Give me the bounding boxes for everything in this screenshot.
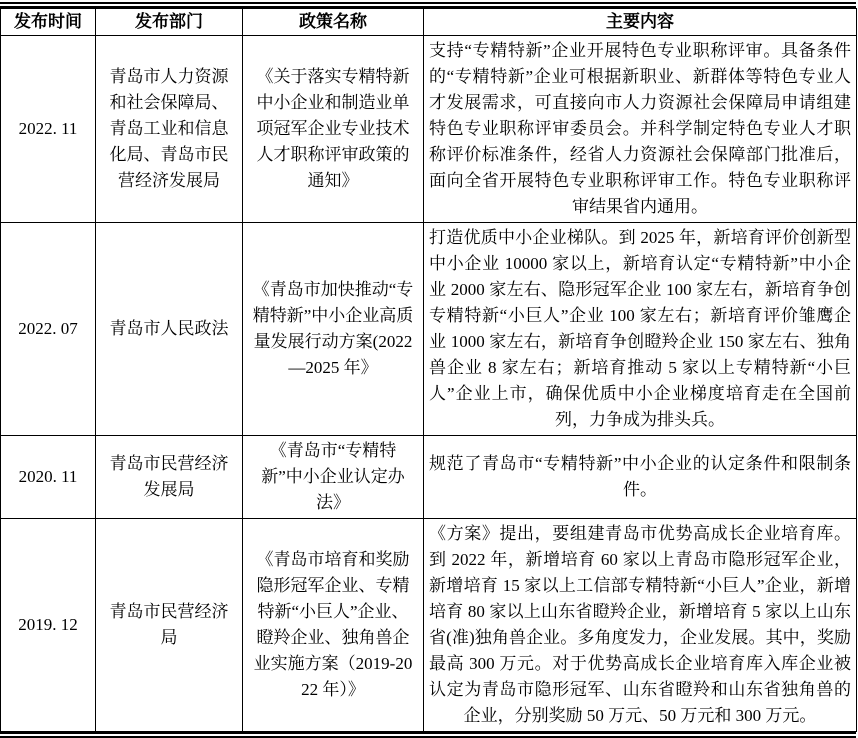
- header-main-content: 主要内容: [424, 9, 857, 36]
- cell-main-content: 打造优质中小企业梯队。到 2025 年，新培育评价创新型中小企业 10000 家以上，新培育认定“专精特新”中小企业 2000 家左右、隐形冠军企业 100 家左右，新培育争创专精特新“小巨人”企业 100 家左右；新培育评价雏鹰企业 1000 家左右，新培育争创瞪羚企业 150 家左右、独角兽企业 8 家左右；新培育推动 5 家以上专精特新“小巨人”企业上市，确保优质中小企业梯度培育走在全国前列，力争成为排头兵。: [424, 223, 857, 436]
- table-row: [1, 519, 857, 732]
- cell-policy-name: 《青岛市加快推动“专精特新”中小企业高质量发展行动方案(2022—2025 年》: [243, 223, 424, 436]
- cell-main-content: 《方案》提出，要组建青岛市优势高成长企业培育库。到 2022 年，新增培育 60 家以上青岛市隐形冠军企业，新增培育 15 家以上工信部专精特新“小巨人”企业，新增培育 80 家以上山东省瞪羚企业，新增培育 5 家以上山东省(准)独角兽企业。多角度发力，企业发展。其中，奖励最高 300 万元。对于优势高成长企业培育库入库企业被认定为青岛市隐形冠军、山东省瞪羚和山东省独角兽的企业，分别奖励 50 万元、50 万元和 300 万元。: [424, 519, 857, 732]
- cell-policy-name: 《青岛市“专精特新”中小企业认定办法》: [243, 436, 424, 519]
- cell-publish-time: 2022. 11: [1, 36, 96, 223]
- table-row: [1, 436, 857, 519]
- cell-publish-dept: 青岛市人民政法: [96, 223, 243, 436]
- cell-policy-name: 《青岛市培育和奖励隐形冠军企业、专精特新“小巨人”企业、瞪羚企业、独角兽企业实施方案（2019-2022 年）》: [243, 519, 424, 732]
- policy-table: [0, 8, 857, 732]
- cell-main-content: 支持“专精特新”企业开展特色专业职称评审。具备条件的“专精特新”企业可根据新职业、新群体等特色专业人才发展需求，可直接向市人力资源社会保障局申请组建特色专业职称评审委员会。并科学制定特色专业人才职称评价标准条件，经省人力资源社会保障部门批准后，面向全省开展特色专业职称评审工作。特色专业职称评审结果省内通用。: [424, 36, 857, 223]
- cell-publish-time: 2019. 12: [1, 519, 96, 732]
- policy-table-container: [0, 2, 856, 738]
- header-row: [1, 9, 857, 36]
- header-publish-time: 发布时间: [1, 9, 96, 36]
- cell-publish-time: 2020. 11: [1, 436, 96, 519]
- header-publish-dept: 发布部门: [96, 9, 243, 36]
- header-policy-name: 政策名称: [243, 9, 424, 36]
- table-row: [1, 223, 857, 436]
- cell-publish-dept: 青岛市民营经济发展局: [96, 436, 243, 519]
- cell-main-content: 规范了青岛市“专精特新”中小企业的认定条件和限制条件。: [424, 436, 857, 519]
- cell-policy-name: 《关于落实专精特新中小企业和制造业单项冠军企业专业技术人才职称评审政策的通知》: [243, 36, 424, 223]
- cell-publish-dept: 青岛市民营经济局: [96, 519, 243, 732]
- table-row: [1, 36, 857, 223]
- cell-publish-dept: 青岛市人力资源和社会保障局、青岛工业和信息化局、青岛市民营经济发展局: [96, 36, 243, 223]
- cell-publish-time: 2022. 07: [1, 223, 96, 436]
